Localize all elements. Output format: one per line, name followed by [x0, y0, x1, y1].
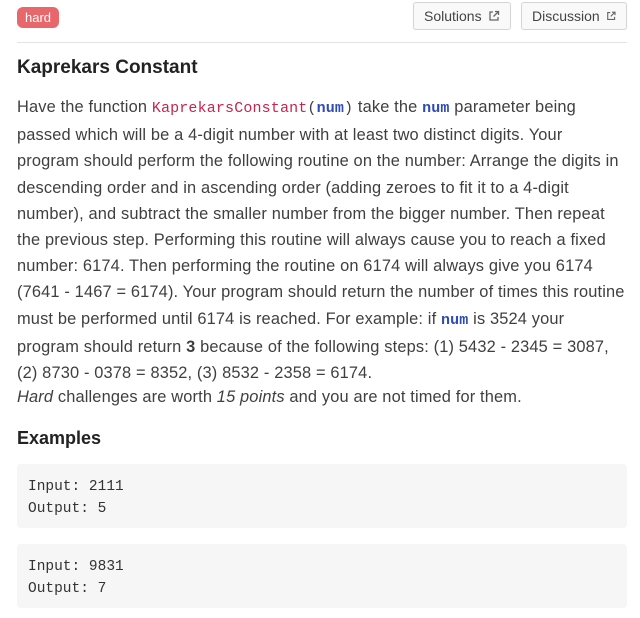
answer-value: 3	[186, 337, 196, 356]
param-code-3: num	[440, 311, 469, 329]
output-value: 7	[97, 581, 107, 597]
discussion-label: Discussion	[532, 8, 600, 24]
example-input	[28, 556, 616, 578]
note-text-1: challenges are worth	[53, 388, 217, 406]
points-note	[17, 384, 522, 410]
param-code-1: num	[316, 100, 345, 117]
example-output	[28, 498, 616, 520]
function-name: KaprekarsConstant	[151, 100, 308, 117]
input-label: Input:	[28, 559, 89, 575]
desc-text-3: parameter being passed which will be a 4-digit number with at least two distinct digits. Your program should perform the following routine on the number: Arrange the digits in descending order and in ascending order (adding zeroes to fit it to a 4-digit number), and subtract the smaller number from the bigger number. Then repeat the previous step. Performing this routine will always cause you to reach a fixed number: 6174. Then performing the routine on 6174 will always give you 6174 (7641 - 1467 = 6174). Your program should return the number of times this routine must be performed until 6174 is reached. For example: if	[17, 98, 625, 328]
solutions-label: Solutions	[424, 8, 482, 24]
example-input	[28, 476, 616, 498]
discussion-button[interactable]	[521, 2, 627, 30]
paren-close: )	[344, 100, 354, 117]
paren-open: (	[307, 100, 317, 117]
input-value: 9831	[88, 559, 124, 575]
difficulty-level: Hard	[17, 388, 54, 406]
output-value: 5	[97, 501, 107, 517]
examples-heading: Examples	[17, 428, 102, 448]
output-label: Output:	[28, 501, 98, 517]
desc-text-2: take the	[353, 98, 423, 116]
external-link-icon	[606, 10, 616, 22]
example-block	[17, 464, 627, 528]
difficulty-badge: hard	[17, 7, 59, 28]
solutions-button[interactable]	[413, 2, 511, 30]
param-code-2: num	[422, 100, 450, 117]
external-link-icon	[488, 10, 500, 22]
note-text-2: and you are not timed for them.	[284, 388, 522, 406]
problem-title: Kaprekars Constant	[17, 57, 198, 78]
input-label: Input:	[28, 479, 89, 495]
top-bar	[17, 0, 627, 43]
output-label: Output:	[28, 581, 98, 597]
desc-text-5: because of the following steps: (1) 5432 - 2345 = 3087, (2) 8730 - 0378 = 8352, (3) 8532 - 2358 = 6174.	[17, 337, 609, 383]
example-output	[28, 578, 616, 600]
input-value: 2111	[88, 479, 124, 495]
example-block	[17, 544, 627, 608]
points-value: 15 points	[216, 388, 285, 406]
desc-text-4: is 3524 your program should return	[17, 309, 565, 356]
desc-text-1: Have the function	[17, 98, 152, 116]
problem-description	[17, 94, 629, 386]
